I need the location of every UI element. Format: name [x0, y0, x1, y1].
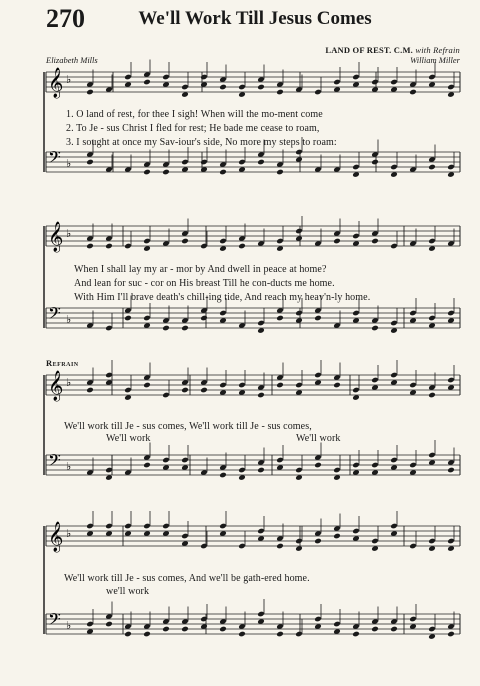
lyric-line-alto: we'll work [106, 586, 150, 597]
note-head [371, 159, 379, 166]
note-head [181, 626, 189, 633]
note-head [333, 533, 341, 540]
tune-note: with Refrain [415, 45, 460, 55]
note-head [257, 159, 265, 166]
note-head [86, 387, 94, 394]
note-head [371, 238, 379, 245]
note-head [219, 626, 227, 633]
note-head [371, 626, 379, 633]
note-head [257, 392, 265, 399]
note-head [200, 387, 208, 394]
note-head [409, 89, 417, 96]
note-head [143, 382, 151, 389]
composer-credit: William Miller [410, 55, 460, 65]
flat-icon: ♭ [66, 227, 72, 240]
note-head [105, 243, 113, 250]
note-head [219, 169, 227, 176]
lyric-line: 2. To Je - sus Christ I fled for rest; He bade me cease to roam, [66, 123, 320, 134]
note-head [333, 238, 341, 245]
note-head [447, 467, 455, 474]
flat-icon: ♭ [66, 460, 72, 473]
note-head [333, 382, 341, 389]
hymn-title: We'll Work Till Jesus Comes [138, 8, 372, 29]
note-head [314, 538, 322, 545]
note-head [143, 631, 151, 638]
flat-icon: ♭ [66, 376, 72, 389]
note-head [447, 631, 455, 638]
note-head [124, 315, 132, 322]
note-head [162, 626, 170, 633]
bass-clef-icon: 𝄢 [48, 147, 61, 171]
note-head [276, 315, 284, 322]
note-head [181, 387, 189, 394]
note-head [276, 382, 284, 389]
note-head [238, 631, 246, 638]
lyric-line: With Him I'll brave death's chill-ing tide, And reach my heav'n-ly home. [74, 292, 371, 303]
note-head [257, 467, 265, 474]
tune-label: LAND OF REST. C.M. [325, 45, 413, 55]
bass-clef-icon: 𝄢 [48, 303, 61, 327]
treble-clef-icon: 𝄞 [48, 68, 64, 98]
flat-icon: ♭ [66, 619, 72, 632]
flat-icon: ♭ [66, 73, 72, 86]
lyric-line: 3. I sought at once my Sav-iour's side, No more my steps to roam: [66, 137, 337, 148]
note-head [181, 238, 189, 245]
note-head [257, 84, 265, 91]
lyric-line: We'll work till Je - sus comes, And we'll be gath-ered home. [64, 573, 310, 584]
note-head [276, 89, 284, 96]
note-head [276, 169, 284, 176]
note-head [124, 631, 132, 638]
note-head [86, 159, 94, 166]
lyric-line: We'll work till Je - sus comes, We'll work till Je - sus comes, [64, 421, 312, 432]
note-head [428, 392, 436, 399]
note-head [219, 84, 227, 91]
treble-clef-icon: 𝄞 [48, 522, 64, 552]
flat-icon: ♭ [66, 157, 72, 170]
note-head [371, 325, 379, 332]
note-head [200, 315, 208, 322]
flat-icon: ♭ [66, 313, 72, 326]
author-credit: Elizabeth Mills [46, 55, 98, 65]
lyric-line-alto: We'll work [106, 433, 151, 444]
note-head [314, 462, 322, 469]
note-head [276, 631, 284, 638]
note-head [238, 243, 246, 250]
note-head [143, 79, 151, 86]
note-head [86, 89, 94, 96]
note-head [162, 169, 170, 176]
lyric-line: And lean for suc - cor on His breast Till he con-ducts me home. [74, 278, 335, 289]
note-head [390, 626, 398, 633]
lyric-line: 1. O land of rest, for thee I sigh! When will the mo-ment come [66, 109, 323, 120]
lyric-line: When I shall lay my ar - mor by And dwell in peace at home? [74, 264, 327, 275]
note-head [314, 315, 322, 322]
note-head [181, 325, 189, 332]
note-head [162, 325, 170, 332]
treble-clef-icon: 𝄞 [48, 222, 64, 252]
bass-clef-icon: 𝄢 [48, 609, 61, 633]
note-head [276, 543, 284, 550]
flat-icon: ♭ [66, 527, 72, 540]
treble-clef-icon: 𝄞 [48, 371, 64, 401]
lyric-line-alto: We'll work [296, 433, 341, 444]
note-head [428, 164, 436, 171]
note-head [352, 631, 360, 638]
note-head [143, 462, 151, 469]
note-head [219, 472, 227, 479]
bass-clef-icon: 𝄢 [48, 450, 61, 474]
note-head [105, 621, 113, 628]
hymn-number: 270 [46, 4, 85, 33]
refrain-label: Refrain [46, 358, 79, 368]
note-head [143, 169, 151, 176]
note-head [86, 243, 94, 250]
